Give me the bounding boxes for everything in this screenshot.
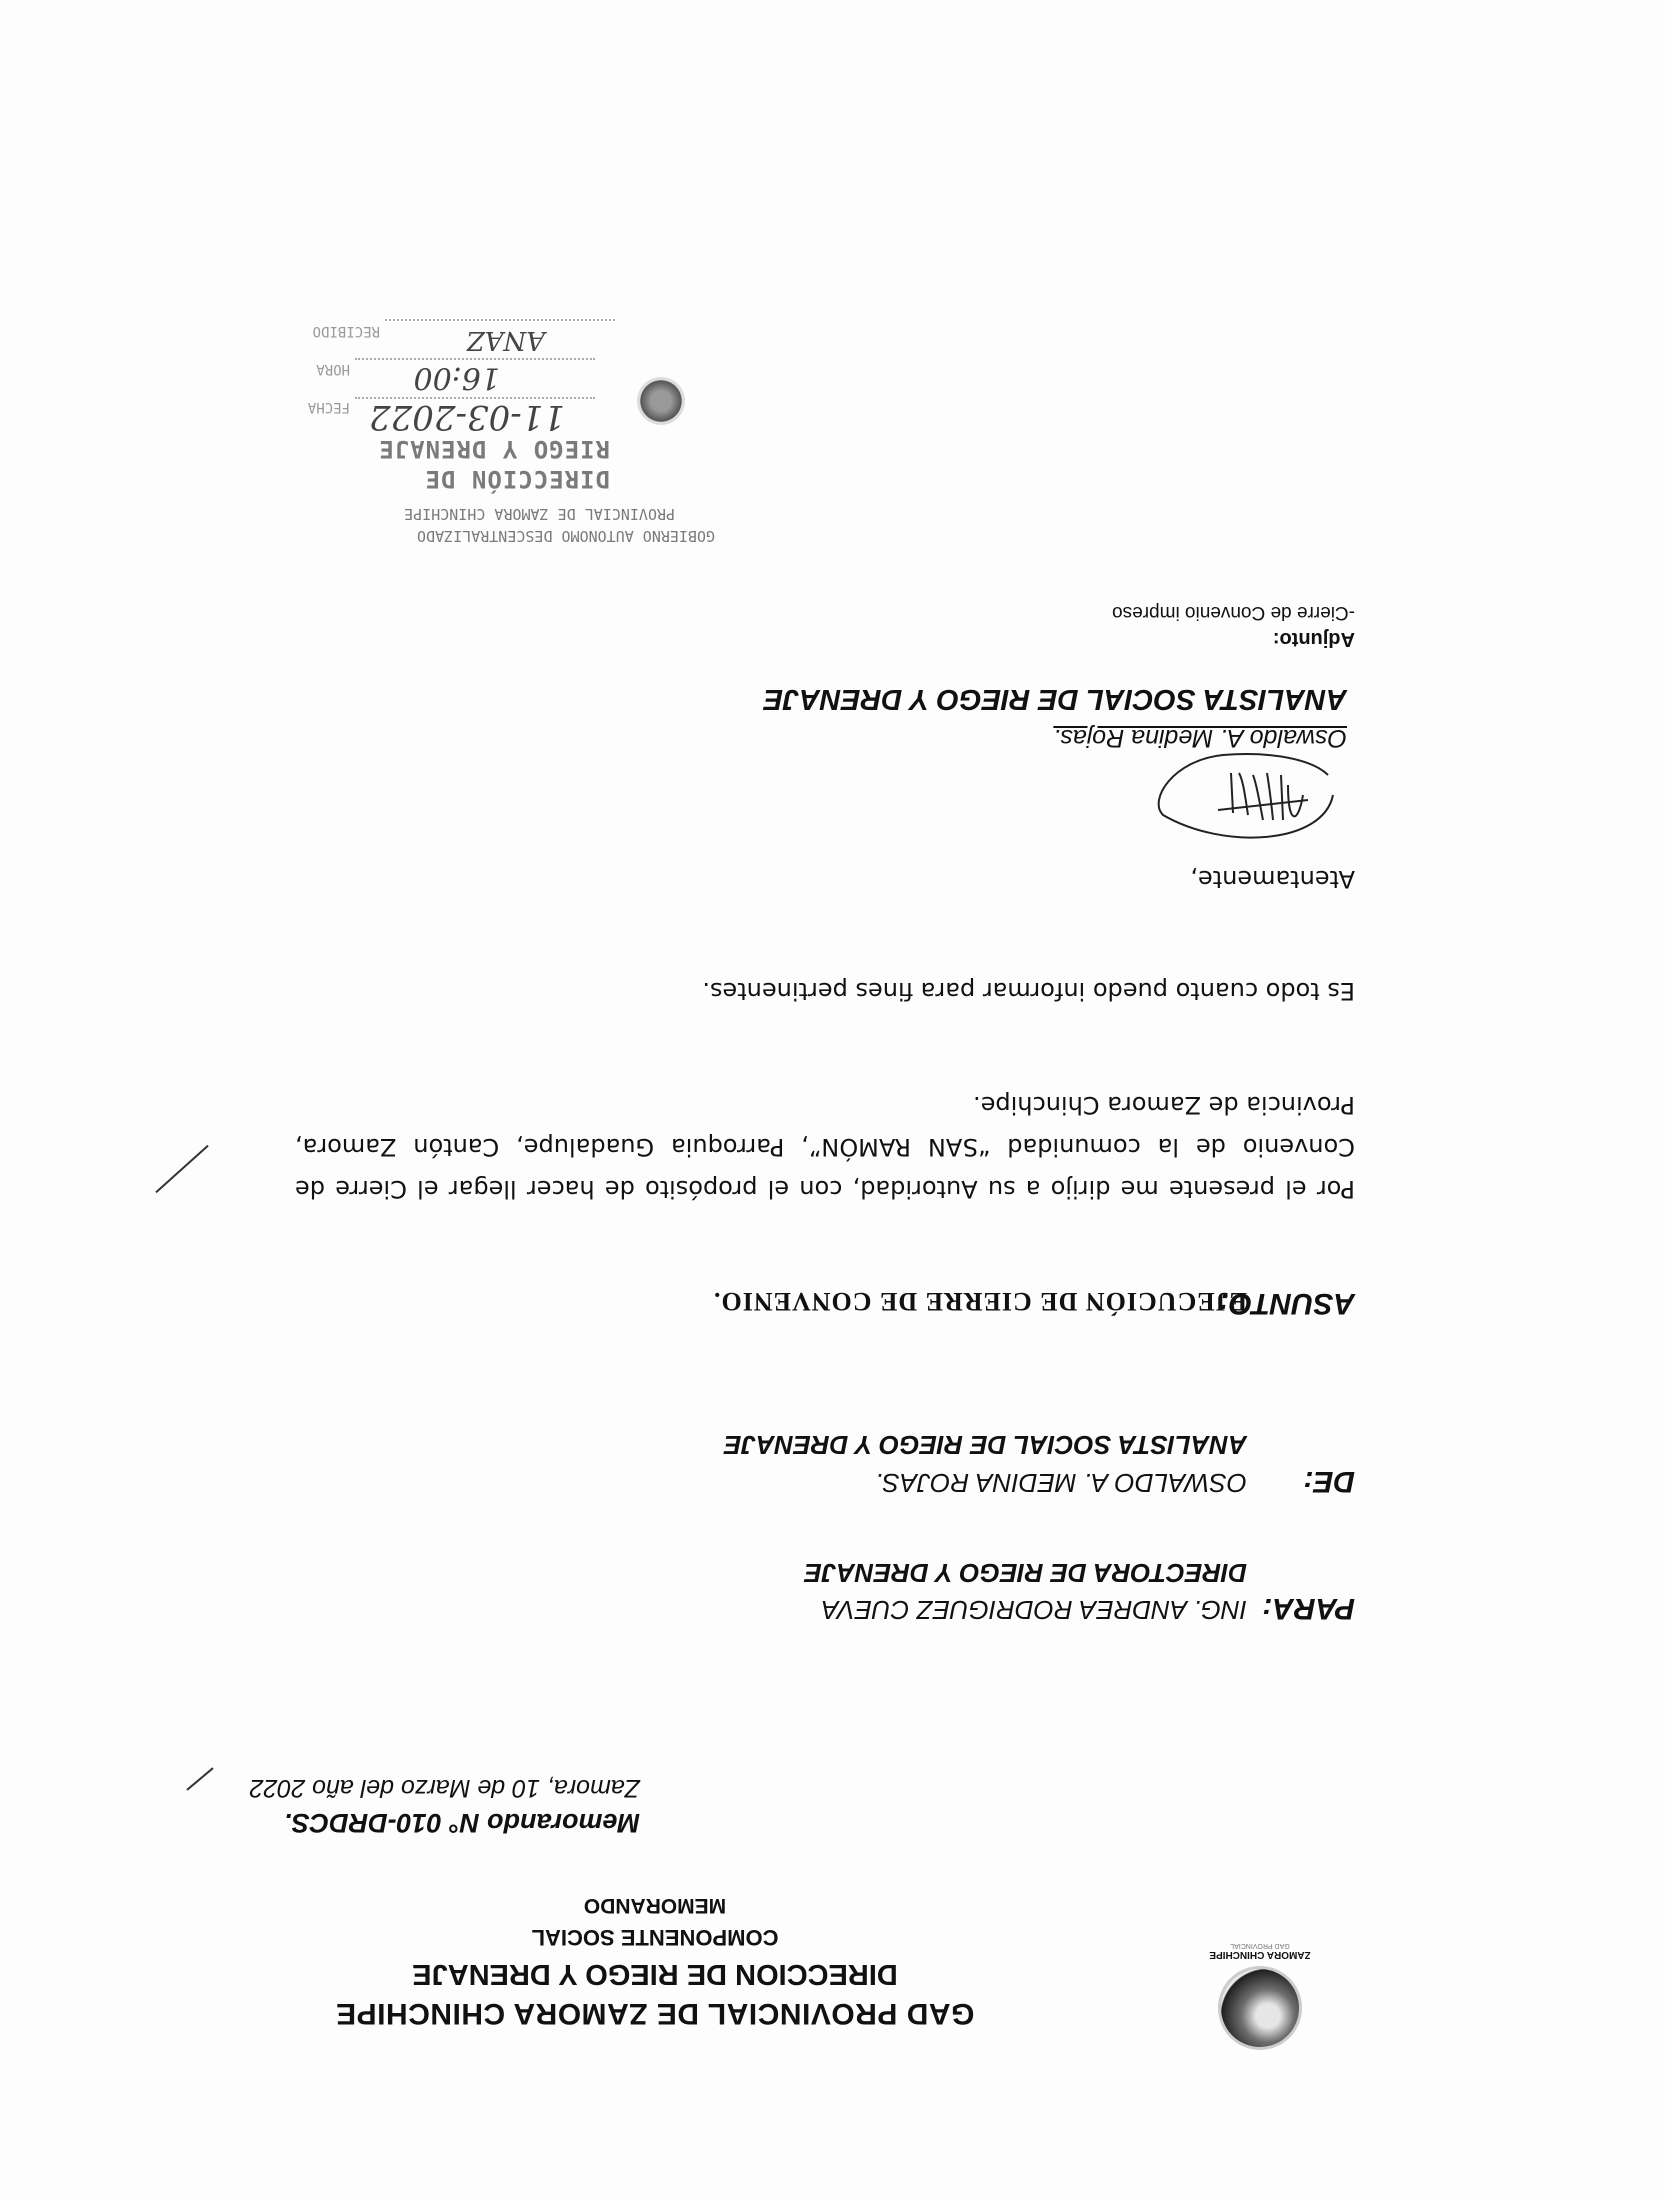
stamp-hora-value: 16:00 [413, 360, 500, 395]
logo-subtext: GAD PROVINCIAL [1230, 1942, 1290, 1949]
stamp-fecha-value: 11-03-2022 [368, 397, 565, 437]
attachment-item: -Cierre de Convenio impreso [1112, 602, 1355, 623]
dept-title: DIRECCION DE RIEGO Y DRENAJE [412, 1958, 898, 1990]
para-label: PARA: [1262, 1592, 1355, 1625]
stamp-fecha-label: FECHA [307, 399, 350, 415]
stamp-dept-1: DIRECCIÓN DE [424, 465, 610, 493]
stamp-emblem-icon [637, 377, 685, 425]
pencil-mark [186, 1767, 213, 1790]
signature-name: Oswaldo A. Medina Rojas. [1053, 724, 1347, 752]
component-title: COMPONENTE SOCIAL [531, 1925, 779, 1950]
signature-title: ANALISTA SOCIAL DE RIEGO Y DRENAJE [763, 683, 1347, 715]
stamp-recibido-line [385, 319, 615, 321]
doc-type-title: MEMORANDO [583, 1894, 727, 1917]
stamp-dept-2: RIEGO Y DRENAJE [378, 435, 610, 463]
logo-emblem-icon [1218, 1966, 1302, 2050]
receipt-stamp [285, 265, 715, 555]
body-paragraph-2: Es todo cuanto puedo informar para fines pertinentes. [702, 977, 1355, 1005]
asunto-label: ASUNTO: [1218, 1287, 1355, 1320]
pencil-mark-2 [155, 1145, 208, 1193]
memo-number: Memorando N° 010-DRDCS. [284, 1808, 640, 1838]
memo-date: Zamora, 10 de Marzo del año 2022 [249, 1774, 640, 1802]
de-title: ANALISTA SOCIAL DE RIEGO Y DRENAJE [724, 1430, 1247, 1460]
de-label: DE: [1303, 1465, 1355, 1498]
closing-text: Atentamente, [1190, 865, 1355, 893]
body-paragraph-1: Por el presente me dirijo a su Autoridad, con el propósito de hacer llegar el Cierre de Convenio de la comunidad “SAN RAMÓN”, Parroquia Guadalupe, Cantón Zamora, Provincia de Zamora Chinchipe. [295, 1091, 1355, 1203]
logo-text: ZAMORA CHINCHIPE [1209, 1949, 1311, 1960]
handwritten-signature [1143, 745, 1343, 855]
stamp-org-line-1: GOBIERNO AUTONOMO DESCENTRALIZADO [416, 527, 715, 545]
stamp-hora-label: HORA [316, 361, 350, 377]
stamp-recibido-value: ANAZ [466, 325, 545, 355]
attachment-label: Adjunto: [1272, 628, 1355, 650]
org-logo [1195, 1930, 1325, 2050]
para-title: DIRECTORA DE RIEGO Y DRENAJE [804, 1558, 1247, 1588]
org-title: GAD PROVINCIAL DE ZAMORA CHINCHIPE [335, 1997, 975, 2030]
asunto-text: EJECUCIÓN DE CIERRE DE CONVENIO. [712, 1287, 1247, 1316]
para-name: ING. ANDREA RODRIGUEZ CUEVA [821, 1595, 1247, 1625]
de-name: OSWALDO A. MEDINA ROJAS. [875, 1468, 1247, 1498]
stamp-org-line-2: PROVINCIAL DE ZAMORA CHINCHIPE [404, 505, 675, 523]
stamp-recibido-label: RECIBIDO [312, 323, 380, 339]
